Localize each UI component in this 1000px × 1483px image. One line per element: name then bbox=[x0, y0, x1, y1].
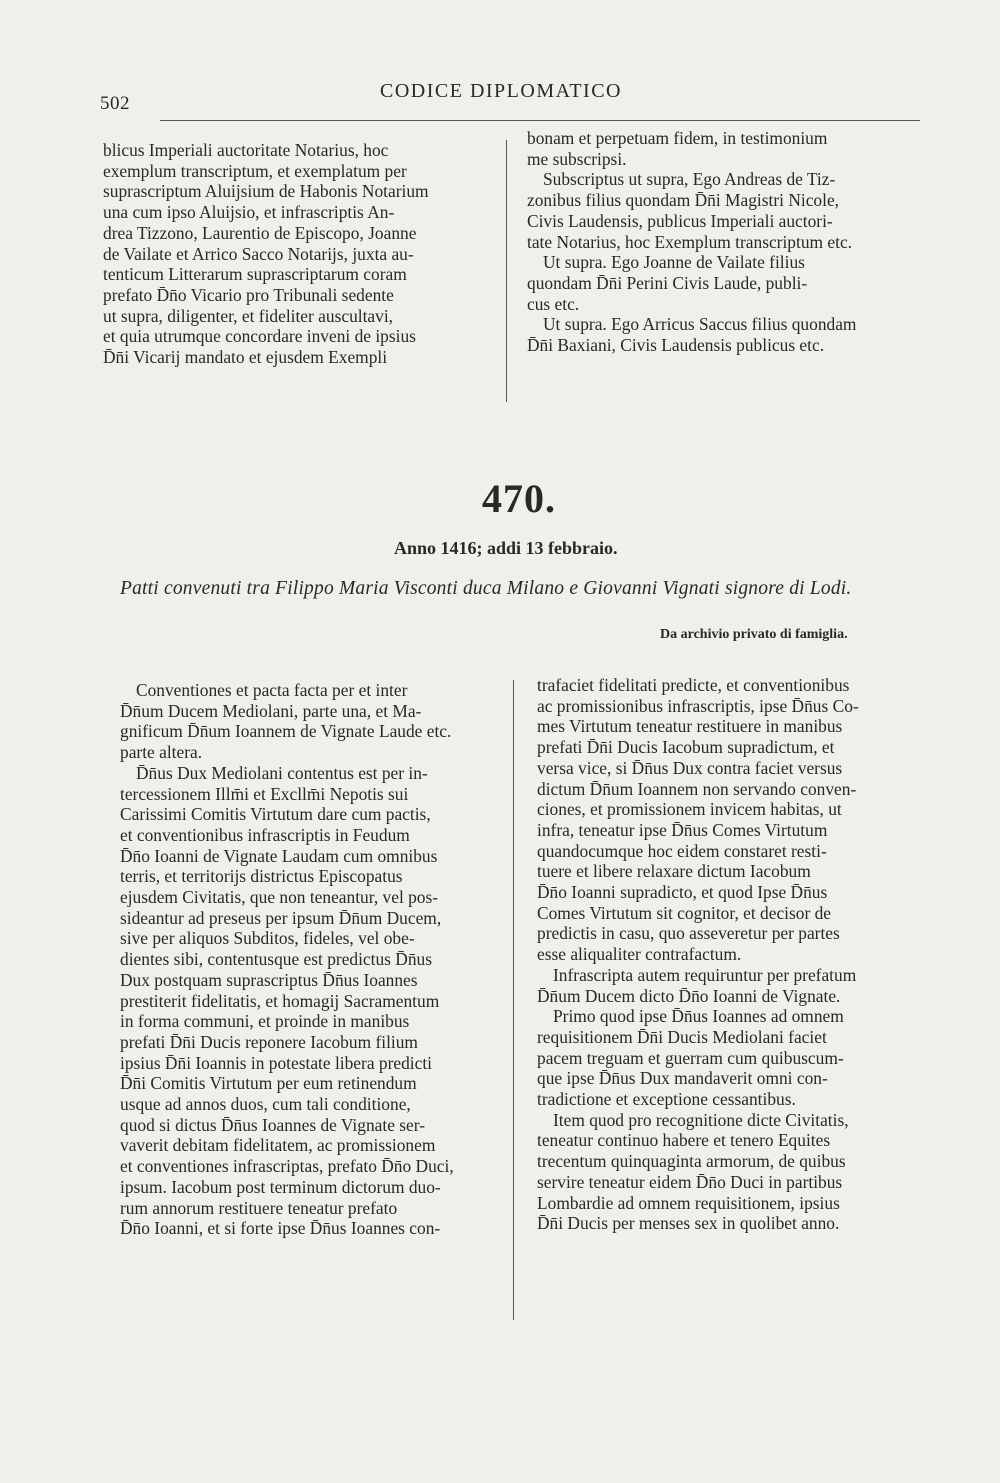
text-line: bonam et perpetuam fidem, in testimonium bbox=[527, 128, 828, 148]
text-line: D̄n̄o Ioanni de Vignate Laudam cum omnibus bbox=[120, 845, 438, 866]
text-line: tenticum Litterarum suprascriptarum coram bbox=[103, 264, 407, 285]
text-line: Subscriptus ut supra, Ego Andreas de Tiz- bbox=[543, 169, 836, 190]
text-line: pacem treguam et guerram cum quibuscum- bbox=[537, 1047, 844, 1068]
text-line: D̄n̄o Ioanni, et si forte ipse D̄n̄us Ioannes con- bbox=[120, 1218, 441, 1239]
text-line: et conventiones infrascriptas, prefato D̄n̄o Duci, bbox=[120, 1156, 454, 1177]
bottom-left-column bbox=[120, 680, 506, 1239]
top-right-column bbox=[527, 128, 920, 356]
text-line: gnificum D̄n̄um Ioannem de Vignate Laude etc. bbox=[120, 721, 452, 742]
text-line: sive per aliquos Subditos, fideles, vel obe- bbox=[120, 928, 415, 949]
text-line: Ut supra. Ego Joanne de Vailate filius bbox=[543, 252, 805, 273]
text-line: rum annorum restituere teneatur prefato bbox=[120, 1197, 398, 1218]
text-line: versa vice, si D̄n̄us Dux contra faciet versus bbox=[537, 757, 843, 778]
text-line: teneatur continuo habere et tenero Equites bbox=[537, 1130, 831, 1151]
text-line: predictis in casu, quo asseveretur per partes bbox=[537, 923, 840, 944]
text-line: requisitionem D̄n̄i Ducis Mediolani faciet bbox=[537, 1026, 827, 1047]
text-line: servire teneatur eidem D̄n̄o Duci in partibus bbox=[537, 1171, 843, 1192]
text-line: Lombardie ad omnem requisitionem, ipsius bbox=[537, 1192, 840, 1213]
text-line: D̄n̄i Ducis per menses sex in quolibet anno. bbox=[537, 1213, 840, 1234]
text-line: ejusdem Civitatis, que non teneantur, vel pos- bbox=[120, 887, 439, 908]
text-line: D̄n̄us Dux Mediolani contentus est per in- bbox=[136, 762, 428, 783]
text-line: quondam D̄n̄i Perini Civis Laude, publi- bbox=[527, 272, 808, 293]
text-line: dientes sibi, contentusque est predictus D̄n̄us bbox=[120, 949, 433, 970]
column-divider bbox=[513, 680, 514, 1320]
text-line: Comes Virtutum sit cognitor, et decisor de bbox=[537, 902, 832, 923]
text-line: cus etc. bbox=[527, 293, 580, 314]
text-line: D̄n̄i Vicarij mandato et ejusdem Exempli bbox=[103, 347, 388, 368]
text-line: zonibus filius quondam D̄n̄i Magistri Nicole, bbox=[527, 190, 840, 211]
text-line: una cum ipso Aluijsio, et infrascriptis An- bbox=[103, 202, 395, 223]
document-date: Anno 1416; addi 13 febbraio. bbox=[394, 538, 618, 558]
text-line: esse aliqualiter contrafactum. bbox=[537, 944, 742, 965]
text-line: ipsum. Iacobum post terminum dictorum duo- bbox=[120, 1176, 441, 1197]
text-line: Ut supra. Ego Arricus Saccus filius quondam bbox=[543, 314, 857, 335]
text-line: D̄n̄o Ioanni supradicto, et quod Ipse D̄n̄us bbox=[537, 882, 828, 903]
text-line: tuere et libere relaxare dictum Iacobum bbox=[537, 861, 811, 882]
text-line: usque ad annos duos, cum tali conditione, bbox=[120, 1094, 411, 1115]
text-line: prefato D̄n̄o Vicario pro Tribunali sedente bbox=[103, 284, 394, 305]
text-line: mes Virtutum teneatur restituere in manibus bbox=[537, 716, 843, 737]
text-line: Civis Laudensis, publicus Imperiali auctori- bbox=[527, 210, 833, 231]
text-line: Primo quod ipse D̄n̄us Ioannes ad omnem bbox=[553, 1006, 844, 1027]
text-line: et quia utrumque concordare inveni de ipsius bbox=[103, 326, 416, 347]
column-divider bbox=[506, 140, 507, 402]
document-number: 470. bbox=[482, 476, 556, 521]
top-left-column bbox=[103, 140, 487, 368]
text-line: quandocumque hoc eidem constaret resti- bbox=[537, 840, 827, 861]
text-line: D̄n̄um Ducem dicto D̄n̄o Ioanni de Vignate. bbox=[537, 985, 841, 1006]
text-line: dictum D̄n̄um Ioannem non servando conven- bbox=[537, 778, 857, 799]
text-line: terris, et territorijs districtus Episcopatus bbox=[120, 866, 403, 887]
text-line: Dux postquam suprascriptus D̄n̄us Ioannes bbox=[120, 969, 418, 990]
page-number: 502 bbox=[100, 93, 130, 114]
text-line: blicus Imperiali auctoritate Notarius, hoc bbox=[103, 140, 389, 160]
text-line: de Vailate et Arrico Sacco Notarijs, juxta au- bbox=[103, 243, 414, 264]
text-line: drea Tizzono, Laurentio de Episcopo, Joanne bbox=[103, 222, 417, 243]
text-line: sideantur ad preseus per ipsum D̄n̄um Ducem, bbox=[120, 907, 442, 928]
text-line: Infrascripta autem requiruntur per prefatum bbox=[553, 964, 857, 985]
text-line: trecentum quinquaginta armorum, de quibus bbox=[537, 1151, 846, 1172]
bottom-right-column bbox=[537, 675, 937, 1234]
text-line: tercessionem Illm̄i et Excllm̄i Nepotis sui bbox=[120, 783, 409, 804]
text-line: Carissimi Comitis Virtutum dare cum pactis, bbox=[120, 804, 431, 825]
text-line: infra, teneatur ipse D̄n̄us Comes Virtutum bbox=[537, 819, 828, 840]
document-source: Da archivio privato di famiglia. bbox=[660, 627, 848, 642]
text-line: exemplum transcriptum, et exemplatum per bbox=[103, 160, 407, 181]
text-line: quod si dictus D̄n̄us Ioannes de Vignate ser- bbox=[120, 1114, 425, 1135]
text-line: prestiterit fidelitatis, et homagij Sacramentum bbox=[120, 990, 440, 1011]
text-line: tate Notarius, hoc Exemplum transcriptum etc. bbox=[527, 231, 853, 252]
text-line: D̄n̄i Baxiani, Civis Laudensis publicus etc. bbox=[527, 335, 825, 356]
text-line: et conventionibus infrascriptis in Feudum bbox=[120, 824, 410, 845]
text-line: prefati D̄n̄i Ducis Iacobum supradictum, et bbox=[537, 737, 835, 758]
text-line: D̄n̄um Ducem Mediolani, parte una, et Ma- bbox=[120, 700, 422, 721]
header-rule bbox=[160, 120, 920, 121]
text-line: tradictione et exceptione cessantibus. bbox=[537, 1089, 796, 1110]
text-line: ac promissionibus infrascriptis, ipse D̄n̄us Co- bbox=[537, 695, 859, 716]
text-line: prefati D̄n̄i Ducis reponere Iacobum filium bbox=[120, 1031, 418, 1052]
text-line: suprascriptum Aluijsium de Habonis Notarium bbox=[103, 181, 429, 202]
text-line: vaverit debitam fidelitatem, ac promissionem bbox=[120, 1135, 436, 1156]
running-title: CODICE DIPLOMATICO bbox=[380, 80, 622, 102]
text-line: ut supra, diligenter, et fideliter auscultavi, bbox=[103, 305, 394, 326]
text-line: ciones, et promissionem invicem habitas, ut bbox=[537, 799, 842, 820]
text-line: in forma communi, et proinde in manibus bbox=[120, 1011, 410, 1032]
text-line: D̄n̄i Comitis Virtutum per eum retinendum bbox=[120, 1073, 417, 1094]
text-line: ipsius D̄n̄i Ioannis in potestate libera predicti bbox=[120, 1052, 432, 1073]
document-summary: Patti convenuti tra Filippo Maria Visconti duca Milano e Giovanni Vignati signore di Lodi. bbox=[120, 578, 852, 599]
text-line: Conventiones et pacta facta per et inter bbox=[136, 680, 408, 700]
text-line: trafaciet fidelitati predicte, et conventionibus bbox=[537, 675, 850, 695]
text-line: que ipse D̄n̄us Dux mandaverit omni con- bbox=[537, 1068, 828, 1089]
text-line: me subscripsi. bbox=[527, 148, 627, 169]
text-line: parte altera. bbox=[120, 742, 203, 763]
text-line: Item quod pro recognitione dicte Civitatis, bbox=[553, 1109, 849, 1130]
